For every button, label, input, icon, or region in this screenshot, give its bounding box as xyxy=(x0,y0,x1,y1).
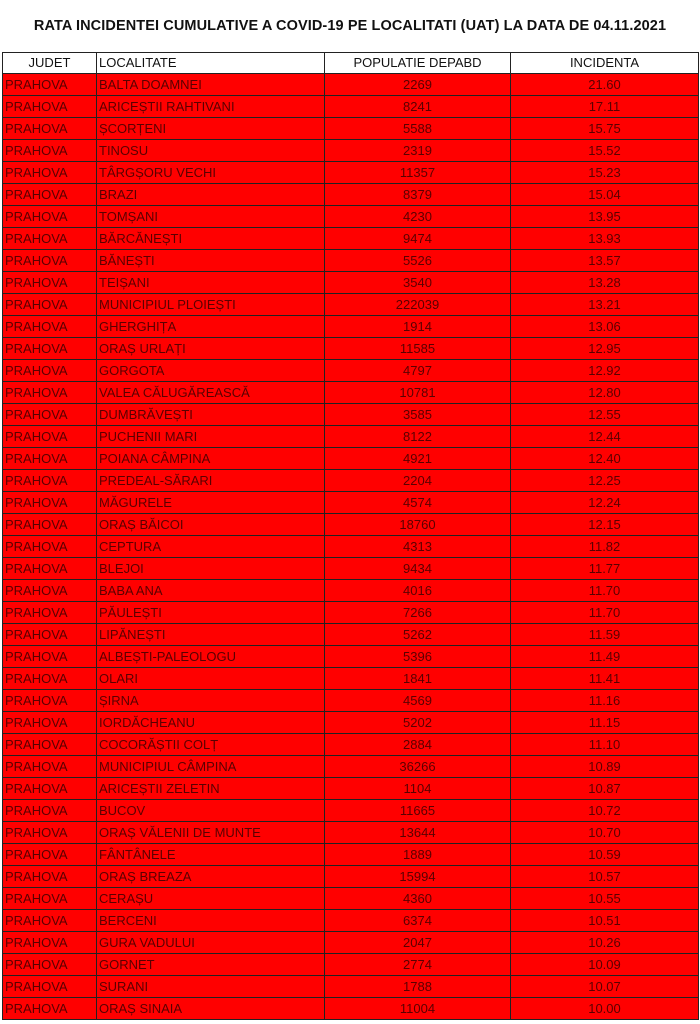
table-row xyxy=(3,162,699,184)
header-judet: JUDET xyxy=(3,53,97,74)
cell-localitate: COCORĂȘTII COLȚ xyxy=(97,734,325,756)
cell-judet: PRAHOVA xyxy=(3,976,97,998)
cell-incidenta: 11.10 xyxy=(511,734,699,756)
cell-judet: PRAHOVA xyxy=(3,316,97,338)
cell-localitate: ALBEȘTI-PALEOLOGU xyxy=(97,646,325,668)
table-row xyxy=(3,910,699,932)
cell-populatie: 13644 xyxy=(325,822,511,844)
cell-incidenta: 13.57 xyxy=(511,250,699,272)
cell-populatie: 11585 xyxy=(325,338,511,360)
table-row xyxy=(3,734,699,756)
cell-localitate: ȘCORȚENI xyxy=(97,118,325,140)
cell-incidenta: 11.77 xyxy=(511,558,699,580)
cell-judet: PRAHOVA xyxy=(3,382,97,404)
table-row xyxy=(3,140,699,162)
cell-judet: PRAHOVA xyxy=(3,514,97,536)
cell-incidenta: 13.93 xyxy=(511,228,699,250)
cell-populatie: 18760 xyxy=(325,514,511,536)
cell-incidenta: 10.87 xyxy=(511,778,699,800)
cell-localitate: GHERGHIȚA xyxy=(97,316,325,338)
cell-localitate: ORAȘ VĂLENII DE MUNTE xyxy=(97,822,325,844)
cell-judet: PRAHOVA xyxy=(3,250,97,272)
cell-incidenta: 15.23 xyxy=(511,162,699,184)
cell-incidenta: 13.06 xyxy=(511,316,699,338)
table-row xyxy=(3,404,699,426)
cell-incidenta: 10.70 xyxy=(511,822,699,844)
table-row xyxy=(3,580,699,602)
table-row xyxy=(3,668,699,690)
cell-populatie: 1841 xyxy=(325,668,511,690)
cell-judet: PRAHOVA xyxy=(3,888,97,910)
cell-localitate: ORAȘ SINAIA xyxy=(97,998,325,1020)
cell-incidenta: 12.92 xyxy=(511,360,699,382)
table-row xyxy=(3,514,699,536)
cell-judet: PRAHOVA xyxy=(3,96,97,118)
table-row xyxy=(3,712,699,734)
table-row xyxy=(3,646,699,668)
cell-populatie: 11004 xyxy=(325,998,511,1020)
cell-judet: PRAHOVA xyxy=(3,822,97,844)
cell-populatie: 11357 xyxy=(325,162,511,184)
cell-localitate: BRAZI xyxy=(97,184,325,206)
cell-populatie: 1914 xyxy=(325,316,511,338)
cell-localitate: POIANA CÂMPINA xyxy=(97,448,325,470)
cell-judet: PRAHOVA xyxy=(3,602,97,624)
table-row xyxy=(3,844,699,866)
cell-populatie: 222039 xyxy=(325,294,511,316)
table-row xyxy=(3,800,699,822)
cell-localitate: GORGOTA xyxy=(97,360,325,382)
cell-incidenta: 15.04 xyxy=(511,184,699,206)
cell-judet: PRAHOVA xyxy=(3,668,97,690)
cell-judet: PRAHOVA xyxy=(3,932,97,954)
table-row xyxy=(3,954,699,976)
header-populatie: POPULATIE DEPABD xyxy=(325,53,511,74)
cell-judet: PRAHOVA xyxy=(3,426,97,448)
cell-populatie: 10781 xyxy=(325,382,511,404)
cell-incidenta: 15.52 xyxy=(511,140,699,162)
table-row xyxy=(3,426,699,448)
cell-incidenta: 10.51 xyxy=(511,910,699,932)
cell-incidenta: 15.75 xyxy=(511,118,699,140)
cell-localitate: IORDĂCHEANU xyxy=(97,712,325,734)
table-row xyxy=(3,184,699,206)
cell-populatie: 4569 xyxy=(325,690,511,712)
cell-populatie: 5262 xyxy=(325,624,511,646)
cell-localitate: BALTA DOAMNEI xyxy=(97,74,325,96)
cell-localitate: ARICEȘTII ZELETIN xyxy=(97,778,325,800)
table-row xyxy=(3,976,699,998)
cell-populatie: 1788 xyxy=(325,976,511,998)
cell-localitate: ARICEȘTII RAHTIVANI xyxy=(97,96,325,118)
cell-judet: PRAHOVA xyxy=(3,712,97,734)
cell-incidenta: 11.59 xyxy=(511,624,699,646)
table-row xyxy=(3,492,699,514)
table-row xyxy=(3,690,699,712)
cell-incidenta: 11.49 xyxy=(511,646,699,668)
cell-incidenta: 12.44 xyxy=(511,426,699,448)
cell-judet: PRAHOVA xyxy=(3,118,97,140)
cell-populatie: 9434 xyxy=(325,558,511,580)
cell-localitate: MĂGURELE xyxy=(97,492,325,514)
cell-judet: PRAHOVA xyxy=(3,800,97,822)
cell-judet: PRAHOVA xyxy=(3,492,97,514)
cell-populatie: 4313 xyxy=(325,536,511,558)
cell-judet: PRAHOVA xyxy=(3,448,97,470)
cell-incidenta: 12.24 xyxy=(511,492,699,514)
cell-populatie: 1104 xyxy=(325,778,511,800)
header-localitate: LOCALITATE xyxy=(97,53,325,74)
cell-populatie: 2269 xyxy=(325,74,511,96)
cell-judet: PRAHOVA xyxy=(3,536,97,558)
cell-judet: PRAHOVA xyxy=(3,206,97,228)
cell-incidenta: 12.55 xyxy=(511,404,699,426)
table-row xyxy=(3,74,699,96)
table-header-row xyxy=(3,53,699,74)
cell-judet: PRAHOVA xyxy=(3,74,97,96)
table-row xyxy=(3,536,699,558)
cell-localitate: BLEJOI xyxy=(97,558,325,580)
cell-populatie: 11665 xyxy=(325,800,511,822)
cell-incidenta: 11.70 xyxy=(511,580,699,602)
cell-populatie: 15994 xyxy=(325,866,511,888)
cell-localitate: TOMȘANI xyxy=(97,206,325,228)
cell-localitate: ȘIRNA xyxy=(97,690,325,712)
cell-localitate: CERAȘU xyxy=(97,888,325,910)
cell-localitate: BĂRCĂNEȘTI xyxy=(97,228,325,250)
cell-localitate: GORNET xyxy=(97,954,325,976)
cell-incidenta: 12.95 xyxy=(511,338,699,360)
cell-judet: PRAHOVA xyxy=(3,294,97,316)
cell-incidenta: 13.21 xyxy=(511,294,699,316)
header-incidenta: INCIDENTA xyxy=(511,53,699,74)
cell-populatie: 4360 xyxy=(325,888,511,910)
cell-localitate: PREDEAL-SĂRARI xyxy=(97,470,325,492)
cell-judet: PRAHOVA xyxy=(3,228,97,250)
cell-incidenta: 10.00 xyxy=(511,998,699,1020)
cell-populatie: 4574 xyxy=(325,492,511,514)
cell-populatie: 2319 xyxy=(325,140,511,162)
cell-incidenta: 10.26 xyxy=(511,932,699,954)
table-row xyxy=(3,756,699,778)
table-row xyxy=(3,448,699,470)
cell-incidenta: 10.09 xyxy=(511,954,699,976)
cell-localitate: BĂNEȘTI xyxy=(97,250,325,272)
cell-populatie: 3585 xyxy=(325,404,511,426)
cell-incidenta: 11.70 xyxy=(511,602,699,624)
table-row xyxy=(3,360,699,382)
cell-incidenta: 13.28 xyxy=(511,272,699,294)
cell-populatie: 5526 xyxy=(325,250,511,272)
cell-judet: PRAHOVA xyxy=(3,404,97,426)
cell-localitate: VALEA CĂLUGĂREASCĂ xyxy=(97,382,325,404)
cell-populatie: 3540 xyxy=(325,272,511,294)
cell-judet: PRAHOVA xyxy=(3,162,97,184)
cell-judet: PRAHOVA xyxy=(3,338,97,360)
table-row xyxy=(3,624,699,646)
cell-incidenta: 12.15 xyxy=(511,514,699,536)
cell-populatie: 4921 xyxy=(325,448,511,470)
cell-populatie: 5588 xyxy=(325,118,511,140)
cell-judet: PRAHOVA xyxy=(3,778,97,800)
cell-localitate: GURA VADULUI xyxy=(97,932,325,954)
cell-populatie: 2047 xyxy=(325,932,511,954)
cell-localitate: BUCOV xyxy=(97,800,325,822)
table-row xyxy=(3,822,699,844)
cell-incidenta: 11.82 xyxy=(511,536,699,558)
cell-incidenta: 12.80 xyxy=(511,382,699,404)
cell-populatie: 2884 xyxy=(325,734,511,756)
cell-populatie: 2204 xyxy=(325,470,511,492)
cell-populatie: 8241 xyxy=(325,96,511,118)
table-row xyxy=(3,250,699,272)
table-row xyxy=(3,866,699,888)
cell-localitate: SURANI xyxy=(97,976,325,998)
cell-localitate: BABA ANA xyxy=(97,580,325,602)
table-row xyxy=(3,228,699,250)
cell-judet: PRAHOVA xyxy=(3,756,97,778)
cell-judet: PRAHOVA xyxy=(3,844,97,866)
table-row xyxy=(3,382,699,404)
cell-localitate: PUCHENII MARI xyxy=(97,426,325,448)
cell-localitate: TÂRGȘORU VECHI xyxy=(97,162,325,184)
table-row xyxy=(3,888,699,910)
cell-judet: PRAHOVA xyxy=(3,272,97,294)
cell-localitate: ORAȘ BĂICOI xyxy=(97,514,325,536)
cell-populatie: 9474 xyxy=(325,228,511,250)
cell-judet: PRAHOVA xyxy=(3,184,97,206)
cell-incidenta: 11.41 xyxy=(511,668,699,690)
cell-incidenta: 13.95 xyxy=(511,206,699,228)
cell-incidenta: 10.59 xyxy=(511,844,699,866)
cell-populatie: 5396 xyxy=(325,646,511,668)
cell-localitate: MUNICIPIUL PLOIEȘTI xyxy=(97,294,325,316)
cell-judet: PRAHOVA xyxy=(3,734,97,756)
table-row xyxy=(3,778,699,800)
cell-localitate: TINOSU xyxy=(97,140,325,162)
cell-judet: PRAHOVA xyxy=(3,954,97,976)
cell-localitate: OLARI xyxy=(97,668,325,690)
cell-incidenta: 10.72 xyxy=(511,800,699,822)
cell-incidenta: 10.55 xyxy=(511,888,699,910)
cell-localitate: TEIȘANI xyxy=(97,272,325,294)
cell-localitate: FÂNTÂNELE xyxy=(97,844,325,866)
cell-judet: PRAHOVA xyxy=(3,580,97,602)
table-row xyxy=(3,338,699,360)
table-row xyxy=(3,470,699,492)
cell-populatie: 6374 xyxy=(325,910,511,932)
cell-populatie: 4230 xyxy=(325,206,511,228)
cell-judet: PRAHOVA xyxy=(3,140,97,162)
cell-localitate: PĂULEȘTI xyxy=(97,602,325,624)
table-row xyxy=(3,998,699,1020)
cell-incidenta: 10.57 xyxy=(511,866,699,888)
cell-incidenta: 11.16 xyxy=(511,690,699,712)
cell-incidenta: 12.40 xyxy=(511,448,699,470)
cell-localitate: MUNICIPIUL CÂMPINA xyxy=(97,756,325,778)
cell-incidenta: 21.60 xyxy=(511,74,699,96)
cell-populatie: 8122 xyxy=(325,426,511,448)
table-row xyxy=(3,118,699,140)
cell-populatie: 4797 xyxy=(325,360,511,382)
table-row xyxy=(3,272,699,294)
cell-localitate: BERCENI xyxy=(97,910,325,932)
cell-judet: PRAHOVA xyxy=(3,558,97,580)
cell-localitate: ORAȘ BREAZA xyxy=(97,866,325,888)
cell-judet: PRAHOVA xyxy=(3,646,97,668)
cell-localitate: LIPĂNEȘTI xyxy=(97,624,325,646)
cell-judet: PRAHOVA xyxy=(3,910,97,932)
table-row xyxy=(3,316,699,338)
table-row xyxy=(3,558,699,580)
cell-judet: PRAHOVA xyxy=(3,866,97,888)
cell-incidenta: 10.89 xyxy=(511,756,699,778)
table-row xyxy=(3,932,699,954)
cell-judet: PRAHOVA xyxy=(3,360,97,382)
cell-judet: PRAHOVA xyxy=(3,998,97,1020)
cell-incidenta: 17.11 xyxy=(511,96,699,118)
incidence-table xyxy=(2,52,699,1020)
cell-populatie: 1889 xyxy=(325,844,511,866)
cell-localitate: DUMBRĂVEȘTI xyxy=(97,404,325,426)
cell-incidenta: 10.07 xyxy=(511,976,699,998)
cell-incidenta: 12.25 xyxy=(511,470,699,492)
cell-localitate: ORAȘ URLAȚI xyxy=(97,338,325,360)
table-row xyxy=(3,294,699,316)
cell-judet: PRAHOVA xyxy=(3,690,97,712)
table-row xyxy=(3,206,699,228)
table-row xyxy=(3,602,699,624)
cell-populatie: 5202 xyxy=(325,712,511,734)
cell-populatie: 8379 xyxy=(325,184,511,206)
table-row xyxy=(3,96,699,118)
table-body xyxy=(3,74,699,1020)
cell-populatie: 7266 xyxy=(325,602,511,624)
page-title: RATA INCIDENTEI CUMULATIVE A COVID-19 PE LOCALITATI (UAT) LA DATA DE 04.11.2021 xyxy=(33,18,667,34)
cell-populatie: 4016 xyxy=(325,580,511,602)
cell-populatie: 2774 xyxy=(325,954,511,976)
cell-incidenta: 11.15 xyxy=(511,712,699,734)
cell-judet: PRAHOVA xyxy=(3,470,97,492)
cell-judet: PRAHOVA xyxy=(3,624,97,646)
cell-populatie: 36266 xyxy=(325,756,511,778)
cell-localitate: CEPTURA xyxy=(97,536,325,558)
